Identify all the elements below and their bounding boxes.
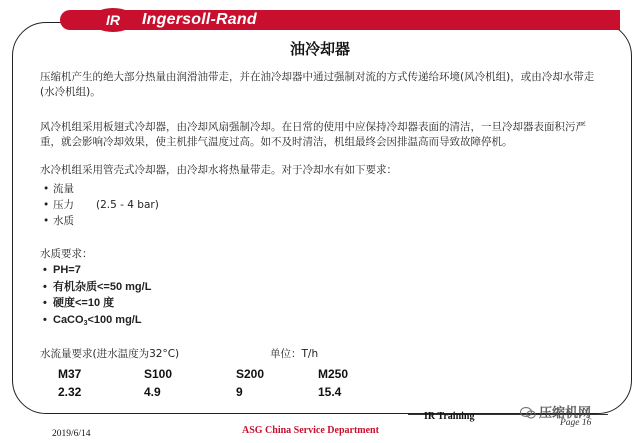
date: 2019/6/14 <box>52 429 91 439</box>
bullet-icon: • <box>43 264 47 276</box>
model-cell: S200 <box>236 367 265 381</box>
paragraph-air-cooled: 风冷机组采用板翅式冷却器，由冷却风扇强制冷却。在日常的使用中应保持冷却器表面的清洁，一旦冷却器表面积污严重，就会影响冷却效果，使主机排气温度过高。如不及时清洁，机组最终会因排温高而导致故障停机。 <box>40 121 586 148</box>
bullet-icon: • <box>43 183 50 195</box>
model-cell: S100 <box>144 367 173 381</box>
requirement-quality: 水质 <box>53 215 74 227</box>
bullet-icon: • <box>43 313 47 326</box>
list-item <box>43 197 159 213</box>
value-cell: 4.9 <box>144 385 161 399</box>
list-item <box>43 279 151 296</box>
department-label: ASG China Service Department <box>242 425 379 436</box>
bullet-icon: • <box>43 280 47 293</box>
list-item <box>43 181 159 197</box>
water-quality-list <box>43 262 151 328</box>
ir-logo-icon <box>90 6 136 34</box>
list-item <box>43 262 151 279</box>
model-cell: M250 <box>318 367 349 381</box>
caco3-requirement: CaCO$_3$<100 mg/L <box>53 313 142 327</box>
paragraph-intro: 压缩机产生的绝大部分热量由润滑油带走，并在油冷却器中通过强制对流的方式传递给环境(风冷机组)，或由冷却水带走(水冷机组)。 <box>40 71 595 98</box>
page-number: Page 16 <box>560 418 592 428</box>
ir-training-label: IR Training <box>424 411 475 422</box>
watermark <box>520 402 591 421</box>
flow-table <box>58 365 404 401</box>
ph-requirement: PH=7 <box>53 264 81 276</box>
logo-text: Ingersoll-Rand <box>142 11 257 28</box>
value-cell: 9 <box>236 385 243 399</box>
requirement-flow: 流量 <box>53 183 74 195</box>
model-cell: M37 <box>58 367 82 381</box>
pressure-value: (2.5 - 4 bar) <box>96 199 159 211</box>
list-item <box>43 312 151 329</box>
flow-requirement-title: 水流量要求(进水温度为32°C) <box>40 348 180 360</box>
company-logo <box>90 6 257 34</box>
requirement-pressure: 压力 <box>53 199 74 211</box>
chat-bubble-icon <box>520 405 536 419</box>
list-item <box>43 213 159 229</box>
list-item <box>43 295 151 312</box>
unit-label: 单位：T/h <box>270 348 319 360</box>
page-title: 油冷却器 <box>289 40 350 58</box>
flow-models-row <box>58 365 404 383</box>
svg-text:IR: IR <box>106 12 120 28</box>
bullet-icon: • <box>43 199 50 211</box>
bullet-icon: • <box>43 297 47 309</box>
value-cell: 15.4 <box>318 385 342 399</box>
cooling-water-requirements <box>43 181 159 229</box>
bullet-icon: • <box>43 215 50 227</box>
hardness-requirement: 硬度<=10 度 <box>53 297 115 309</box>
impurity-requirement: 有机杂质<=50 mg/L <box>53 280 152 293</box>
paragraph-water-cooled: 水冷机组采用管壳式冷却器，由冷却水将热量带走。对于冷却水有如下要求： <box>40 164 397 176</box>
value-cell: 2.32 <box>58 385 82 399</box>
water-quality-title: 水质要求： <box>40 248 93 260</box>
watermark-text: 压缩机网 <box>539 406 592 421</box>
flow-values-row <box>58 383 404 401</box>
